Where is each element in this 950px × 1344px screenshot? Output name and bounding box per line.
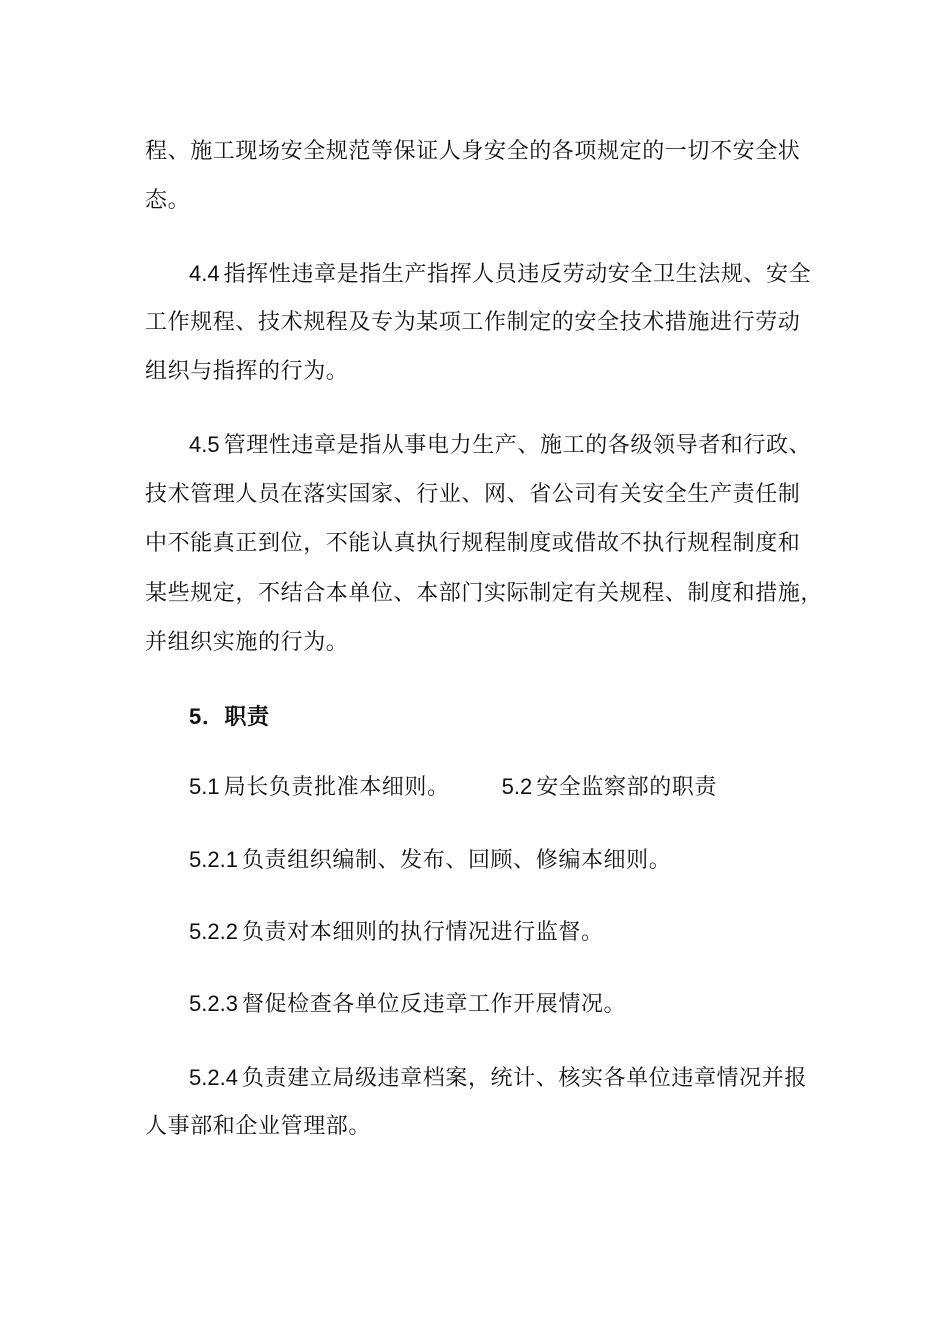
item-4-5-number: 4.5 [189,432,220,457]
item-4-5-line-1 [189,430,811,461]
item-5-2-2-line [189,917,604,948]
item-5-2-number: 5.2 [501,774,533,799]
paragraph-continued-line-2: 态。 [145,188,191,213]
item-5-2-3-text: 督促检查各单位反违章工作开展情况。 [241,992,627,1017]
item-4-4-line-1 [189,259,811,290]
item-4-4-line-3: 组织与指挥的行为。 [145,359,349,384]
item-4-4-number: 4.4 [189,261,220,286]
item-4-4-line-2: 工作规程、技术规程及专为某项工作制定的安全技术措施进行劳动 [145,310,801,335]
item-5-2-1-line [189,845,671,876]
item-5-1-text: 局长负责批准本细则。 [223,775,450,800]
item-5-2-3-number: 5.2.3 [189,991,238,1016]
item-5-2-4-text: 负责建立局级违章档案，统计、核实各单位违章情况并报 [241,1066,807,1091]
item-5-2-2-number: 5.2.2 [189,919,238,944]
item-4-5-text: 管理性违章是指从事电力生产、施工的各级领导者和行政、 [223,433,812,458]
item-4-5-line-5: 并组织实施的行为。 [145,630,349,655]
item-5-1-5-2-line [189,772,717,803]
item-4-5-line-4: 某些规定，不结合本单位、本部门实际制定有关规程、制度和措施， [145,581,824,606]
section-5-heading: 5．职责 [189,704,270,729]
item-5-1-number: 5.1 [189,774,220,799]
item-5-2-1-text: 负责组织编制、发布、回顾、修编本细则。 [241,848,672,873]
item-4-5-line-3: 中不能真正到位，不能认真执行规程制度或借故不执行规程制度和 [145,531,801,556]
item-4-5-line-2: 技术管理人员在落实国家、行业、网、省公司有关安全生产责任制 [145,482,801,507]
item-5-2-1-number: 5.2.1 [189,847,238,872]
item-5-2-2-text: 负责对本细则的执行情况进行监督。 [241,920,604,945]
item-5-2-4-line-1 [189,1063,807,1094]
item-4-4-text: 指挥性违章是指生产指挥人员违反劳动安全卫生法规、安全 [223,262,812,287]
item-5-2-text: 安全监察部的职责 [536,775,718,800]
item-5-2-3-line [189,989,626,1020]
paragraph-continued-line-1: 程、施工现场安全规范等保证人身安全的各项规定的一切不安全状 [145,139,801,164]
item-5-2-4-number: 5.2.4 [189,1065,238,1090]
item-5-2-4-line-2: 人事部和企业管理部。 [145,1114,372,1139]
